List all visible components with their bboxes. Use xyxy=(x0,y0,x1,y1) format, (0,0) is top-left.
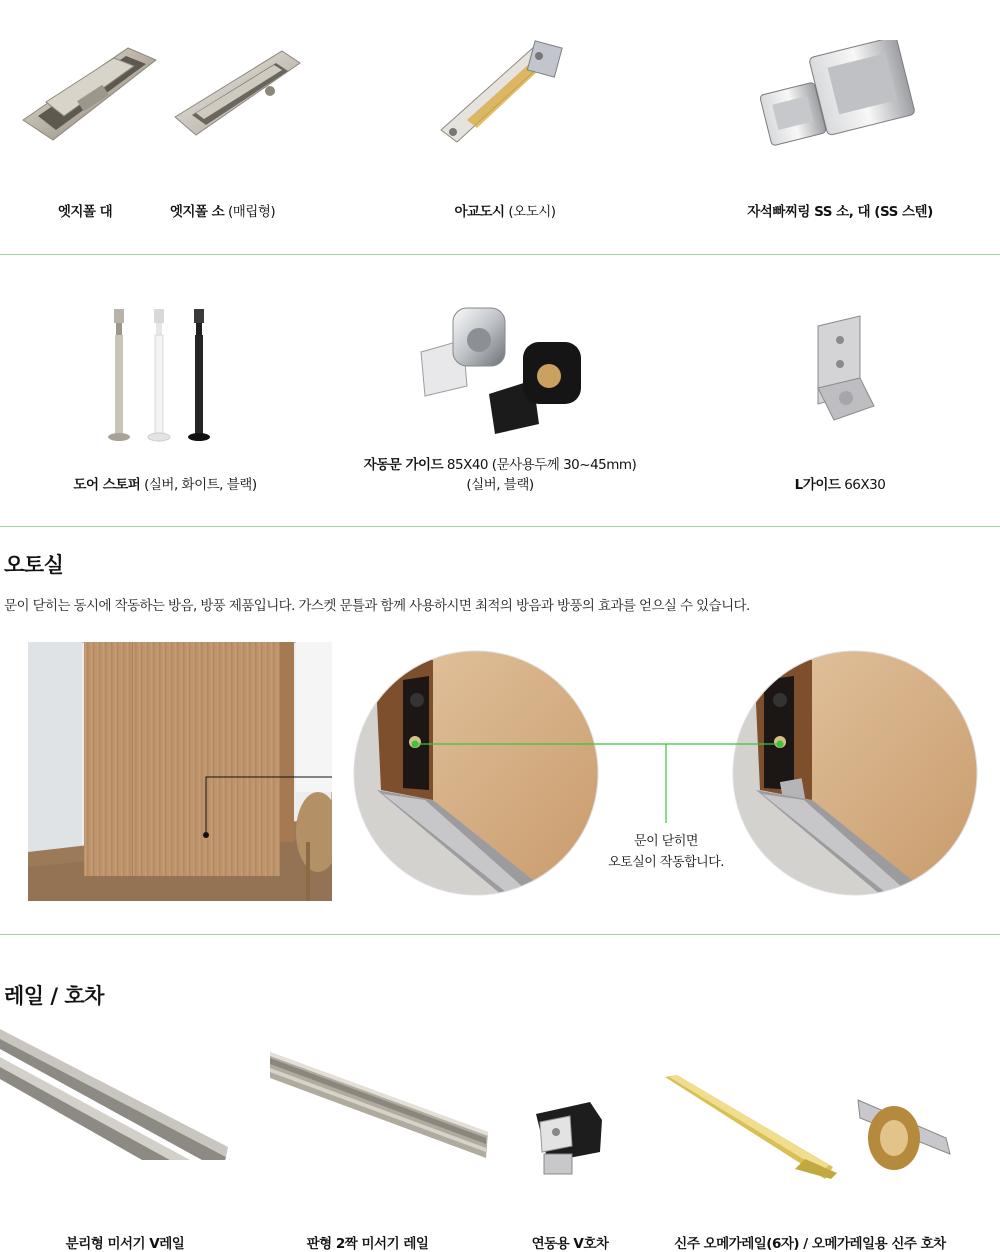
caption-v-roller: 연동용 V호차 xyxy=(531,1236,609,1252)
section-divider xyxy=(0,254,1000,255)
caption-flat-rail: 판형 2짝 미서기 레일 xyxy=(306,1236,429,1252)
v-roller-image xyxy=(530,1098,610,1183)
magnetic-catch-image xyxy=(755,40,925,155)
l-guide-image xyxy=(800,312,880,427)
caption-door-stopper: 도어 스토퍼 (실버, 화이트, 블랙) xyxy=(73,477,257,493)
autoseal-connector-line xyxy=(410,738,790,828)
flat-rail-image xyxy=(270,1050,488,1160)
door-photo xyxy=(28,642,332,901)
section-title-autoseal: 오토실 xyxy=(4,553,64,577)
door-stopper-image xyxy=(100,305,220,445)
caption-edge-pull-large: 엣지폴 대 xyxy=(57,204,113,220)
caption-auto-door-guide: 자동문 가이드 85X40 (문사용두께 30~45mm) (실버, 블랙) xyxy=(363,457,637,493)
caption-flush-bolt: 아교도시 (오도시) xyxy=(454,204,556,220)
flush-bolt-image xyxy=(435,38,575,148)
edge-pull-small-image xyxy=(170,45,305,145)
caption-l-guide: L가이드 66X30 xyxy=(794,477,886,493)
section-title-rail: 레일 / 호차 xyxy=(4,984,104,1008)
autoseal-description: 문이 닫히는 동시에 작동하는 방음, 방풍 제품입니다. 가스켓 문틀과 함께 사용하시면 최적의 방음과 방풍의 효과를 얻으실 수 있습니다. xyxy=(4,598,750,614)
autoseal-note: 문이 닫히면 오토실이 작동합니다. xyxy=(608,834,724,870)
section-divider xyxy=(0,526,1000,527)
omega-rail-image xyxy=(665,1075,840,1180)
caption-omega-rail: 신주 오메가레일(6자) / 오메가레일용 신주 호차 xyxy=(674,1236,946,1252)
v-rail-image xyxy=(0,1025,230,1160)
caption-edge-pull-small: 엣지폴 소 (매립형) xyxy=(169,204,276,220)
omega-roller-image xyxy=(850,1088,960,1178)
section-divider xyxy=(0,934,1000,935)
auto-door-guide-image xyxy=(415,300,585,435)
caption-magnetic-catch: 자석빠찌링 SS 소, 대 (SS 스텐) xyxy=(747,204,933,220)
caption-v-rail: 분리형 미서기 V레일 xyxy=(65,1236,185,1252)
edge-pull-large-image xyxy=(18,40,163,155)
